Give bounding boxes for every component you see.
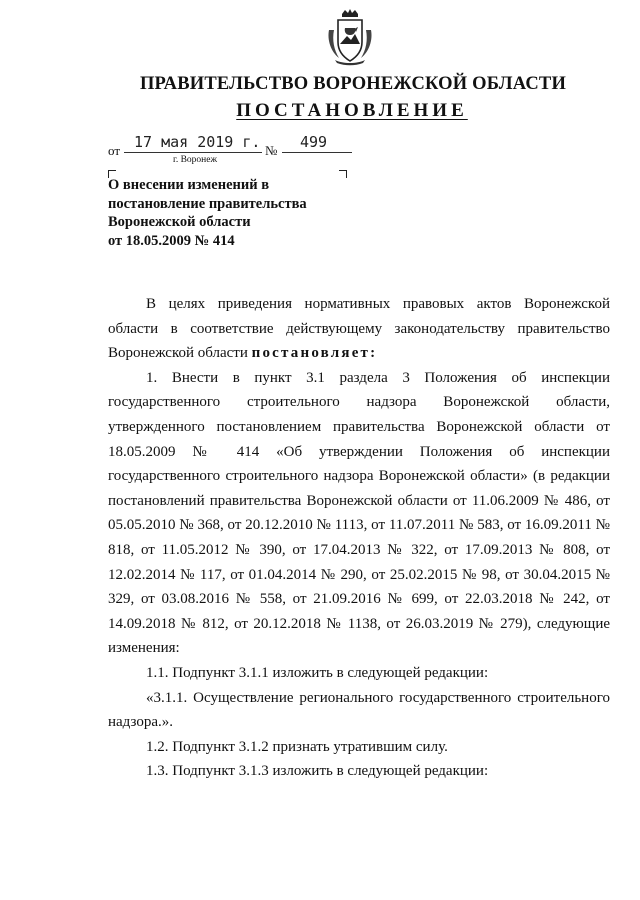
subject-line: постановление правительства xyxy=(108,195,307,212)
number-field: 499 xyxy=(300,133,328,151)
city-label: г. Воронеж xyxy=(173,155,218,165)
body-paragraph: 1.2. Подпункт 3.1.2 признать утратившим силу. xyxy=(146,738,448,755)
subject-line: О внесении изменений в xyxy=(108,177,270,193)
government-title: ПРАВИТЕЛЬСТВО ВОРОНЕЖСКОЙ ОБЛАСТИ xyxy=(139,74,567,94)
body-paragraph: «3.1.1. Осуществление регионального государственного строительного надзора.». xyxy=(108,689,610,731)
document-type xyxy=(0,100,640,122)
subject-line: Воронежской области xyxy=(108,214,251,230)
preamble-paragraph xyxy=(108,292,610,366)
document-body xyxy=(108,292,610,784)
number-prefix-label: № xyxy=(265,143,278,158)
body-paragraph: 1.3. Подпункт 3.1.3 изложить в следующей редакции: xyxy=(146,763,489,780)
date-prefix-label: от xyxy=(108,143,121,158)
date-underline xyxy=(124,152,262,153)
body-paragraph: 1. Внести в пункт 3.1 раздела 3 Положения об инспекции государственного строительного надзора Воронежской области, утвержденного постановлением правительства Воронежской области от 18.05.2009 № 414 «Об утверждении Положения об инспекции государственного строительного надзора Воронежской области» (в редакции постановлений правительства Воронежской области от 11.06.2009 № 486, от 05.05.2010 № 368, от 20.12.2010 № 1113, от 11.07.2011 № 583, от 16.09.2011 № 818, от 11.05.2012 № 390, от 17.04.2013 № 322, от 17.09.2013 № 808, от 12.02.2014 № 117, от 01.04.2014 № 290, от 25.02.2015 № 98, от 30.04.2015 № 329, от 03.08.2016 № 558, от 21.09.2016 № 699, от 22.03.2018 № 242, от 14.09.2018 № 812, от 20.12.2018 № 1138, от 26.03.2019 № 279), следующие изменения: xyxy=(108,369,610,657)
document-subject xyxy=(108,176,348,250)
subject-line: от 18.05.2009 № 414 xyxy=(108,232,235,249)
decree-word: постановляет: xyxy=(251,345,378,362)
voronezh-coat-of-arms-icon xyxy=(325,8,375,66)
preamble-text: В целях приведения нормативных правовых актов Воронежской области в соответствие действующему законодательству правительство Воронежской области xyxy=(108,296,610,362)
document-type-label: ПОСТАНОВЛЕНИЕ xyxy=(236,100,468,121)
body-paragraph: 1.1. Подпункт 3.1.1 изложить в следующей редакции: xyxy=(146,664,489,681)
number-underline xyxy=(282,152,352,153)
date-field: 17 мая 2019 г. xyxy=(134,133,261,151)
